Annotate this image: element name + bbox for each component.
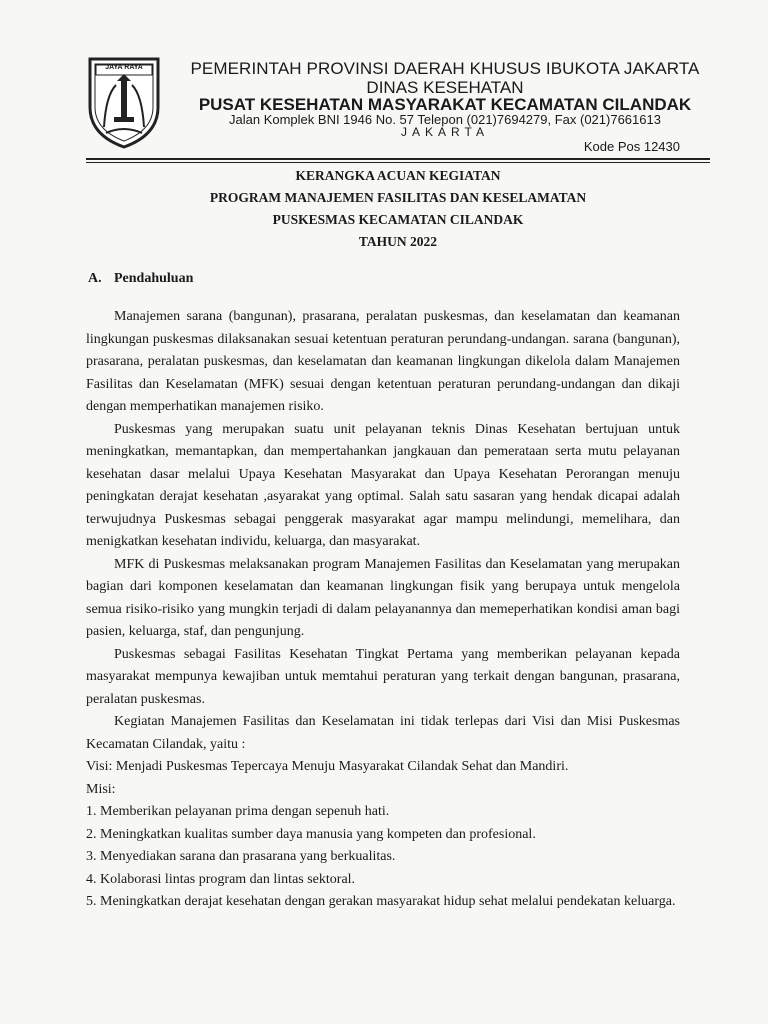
section-heading (88, 271, 193, 287)
paragraph: Manajemen sarana (bangunan), prasarana, peralatan puskesmas, dan keselamatan dan keamanan lingkungan puskesmas dilaksanakan sesuai ketentuan peraturan perundang-undangan. sarana (bangunan), prasarana, peralatan puskesmas, dan keselamatan dan keamanan lingkungan dikelola dalam Manajemen Fasilitas dan Keselamatan (MFK) sesuai dengan ketentuan peraturan perundang-undangan dan dikaji dengan memperhatikan manajemen risiko. (86, 309, 680, 414)
document-title-line-4: TAHUN 2022 (358, 234, 438, 249)
list-item (86, 869, 680, 892)
list-item (86, 891, 680, 914)
section-title: Pendahuluan (114, 271, 194, 286)
header-department: DINAS KESEHATAN (366, 78, 524, 97)
paragraph: MFK di Puskesmas melaksanakan program Manajemen Fasilitas dan Keselamatan yang merupakan bagian dari komponen keselamatan dan keamanan lingkungan fisik yang berupaya untuk mengelola semua risiko-risiko yang mungkin terjadi di dalam pelayanannya dan memeperhatikan kondisi aman bagi pasien, keluarga, staf, dan pengunjung. (86, 556, 680, 639)
list-text: Meningkatkan derajat kesehatan dengan gerakan masyarakat hidup sehat melalui pendekatan keluarga. (100, 894, 676, 909)
list-text: Memberikan pelayanan prima dengan sepenuh hati. (100, 804, 390, 819)
document-title-line-3: PUSKESMAS KECAMATAN CILANDAK (272, 212, 524, 227)
misi-label: Misi: (86, 781, 116, 797)
header-divider-thin (86, 162, 710, 163)
header-institution: PUSAT KESEHATAN MASYARAKAT KECAMATAN CILANDAK (198, 95, 692, 114)
section-number: A. (88, 271, 102, 286)
misi-list (86, 801, 680, 914)
header-divider (86, 158, 710, 160)
header-postal-code: Kode Pos 12430 (583, 139, 680, 154)
list-item (86, 824, 680, 847)
list-number: 4. (86, 871, 97, 887)
list-item (86, 801, 680, 824)
header-address: Jalan Komplek BNI 1946 No. 57 Telepon (021)7694279, Fax (021)7661613 (229, 112, 661, 127)
jaya-raya-emblem-icon (86, 55, 162, 151)
list-number: 2. (86, 826, 97, 842)
paragraph: Puskesmas sebagai Fasilitas Kesehatan Tingkat Pertama yang memberikan pelayanan kepada masyarakat mempunya kewajiban untuk memtahui peraturan yang terkait dengan bangunan, prasarana, peralatan puskesmas. (86, 646, 680, 707)
list-number: 5. (86, 894, 97, 909)
header-city: JAKARTA (401, 125, 489, 139)
logo-text: JAYA RAYA (105, 64, 143, 71)
header-government-name: PEMERINTAH PROVINSI DAERAH KHUSUS IBUKOTA JAKARTA (190, 59, 700, 78)
list-number: 1. (86, 804, 97, 819)
document-title-line-2: PROGRAM MANAJEMEN FASILITAS DAN KESELAMATAN (209, 190, 587, 205)
list-text: Kolaborasi lintas program dan lintas sektoral. (100, 871, 356, 887)
list-text: Menyediakan sarana dan prasarana yang berkualitas. (100, 849, 396, 864)
visi-statement: Visi: Menjadi Puskesmas Tepercaya Menuju Masyarakat Cilandak Sehat dan Mandiri. (86, 759, 569, 774)
document-body (86, 306, 680, 914)
paragraph: Puskesmas yang merupakan suatu unit pelayanan teknis Dinas Kesehatan bertujuan untuk meningkatkan, memantapkan, dan mempertahankan jangkauan dan pemerataan serta mutu pelayanan kesehatan dasar melalui Upaya Kesehatan Masyarakat dan Upaya Kesehatan Perorangan menuju peningkatan derajat kesehatan ,asyarakat yang optimal. Salah satu sasaran yang hendak dicapai adalah terwujudnya Puskesmas sebagai penggerak masyarakat agar mampu melindungi, memelihara, dan menigkatkan kesehatan individu, keluarga, dan masyarakat. (86, 421, 680, 549)
list-number: 3. (86, 849, 97, 864)
document-title-line-1: KERANGKA ACUAN KEGIATAN (295, 168, 501, 183)
list-text: Meningkatkan kualitas sumber daya manusia yang kompeten dan profesional. (100, 826, 536, 842)
list-item (86, 846, 680, 869)
paragraph: Kegiatan Manajemen Fasilitas dan Keselamatan ini tidak terlepas dari Visi dan Misi Puskesmas Kecamatan Cilandak, yaitu : (86, 714, 680, 752)
